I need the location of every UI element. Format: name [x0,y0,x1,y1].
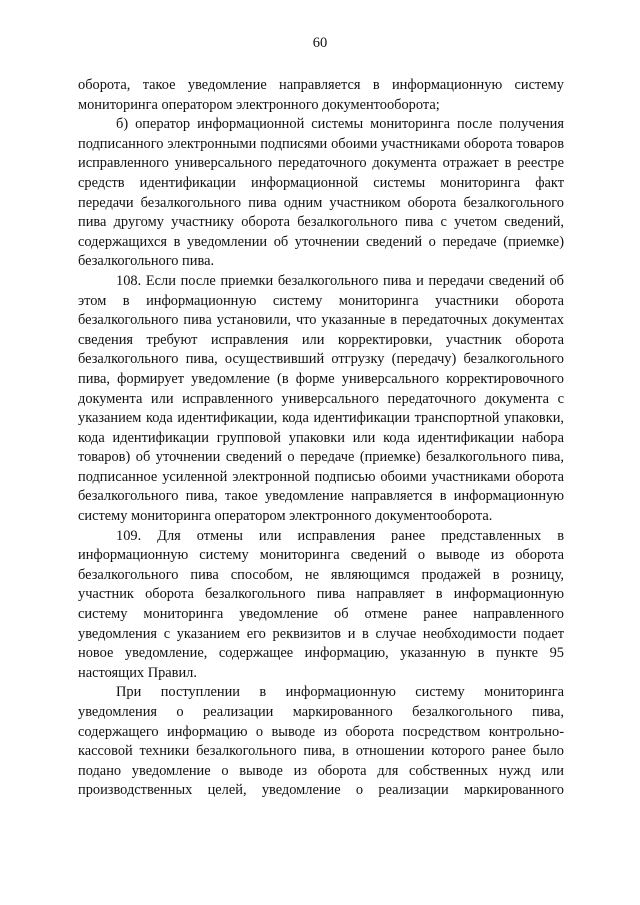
page-body [78,76,564,801]
paragraph-109: 109. Для отмены или исправления ранее представленных в информационную систему мониторинга сведений о выводе из оборота безалкогольного пива способом, не являющимся продажей в розницу, участник оборота безалкогольного пива направляет в информационную систему мониторинга уведомление об отмене ранее направленного уведомления с указанием его реквизитов и в случае необходимости подает новое уведомление, содержащее информацию, указанную в пункте 95 настоящих Правил. [78,527,564,681]
page-number: 60 [312,35,328,51]
paragraph-item-b: б) оператор информационной системы мониторинга после получения подписанного электронными подписями обоими участниками оборота товаров исправленного универсального передаточного документа отражает в реестре средств идентификации информационной системы мониторинга факт передачи безалкогольного пива одним участником оборота безалкогольного пива другому участнику оборота безалкогольного пива с учетом сведений, содержащихся в уведомлении об уточнении сведений о передаче (приемке) безалкогольного пива. [78,116,564,270]
paragraph-continuation: оборота, такое уведомление направляется в информационную систему мониторинга оператором электронного документооборота; [78,77,564,113]
paragraph-108: 108. Если после приемки безалкогольного пива и передачи сведений об этом в информационную систему мониторинга участники оборота безалкогольного пива установили, что указанные в передаточных документах сведения требуют исправления или корректировки, участник оборота безалкогольного пива, осуществивший отгрузку (передачу) безалкогольного пива, формирует уведомление (в форме универсального корректировочного документа или исправленного универсального передаточного документа с указанием кода идентификации, кода идентификации транспортной упаковки, кода идентификации групповой упаковки или кода идентификации набора товаров) об уточнении сведений о передаче (приемке) безалкогольного пива, подписанное усиленной электронной подписью обоими участниками оборота безалкогольного пива, такое уведомление направляется в информационную систему мониторинга оператором электронного документооборота. [78,272,564,525]
paragraph-receipt-notice: При поступлении в информационную систему мониторинга уведомления о реализации маркированного безалкогольного пива, содержащего информацию о выводе из оборота посредством контрольно-кассовой техники безалкогольного пива, в отношении которого ранее было подано уведомление о выводе из оборота для собственных нужд или производственных целей, уведомление о реализации маркированного [78,684,564,799]
